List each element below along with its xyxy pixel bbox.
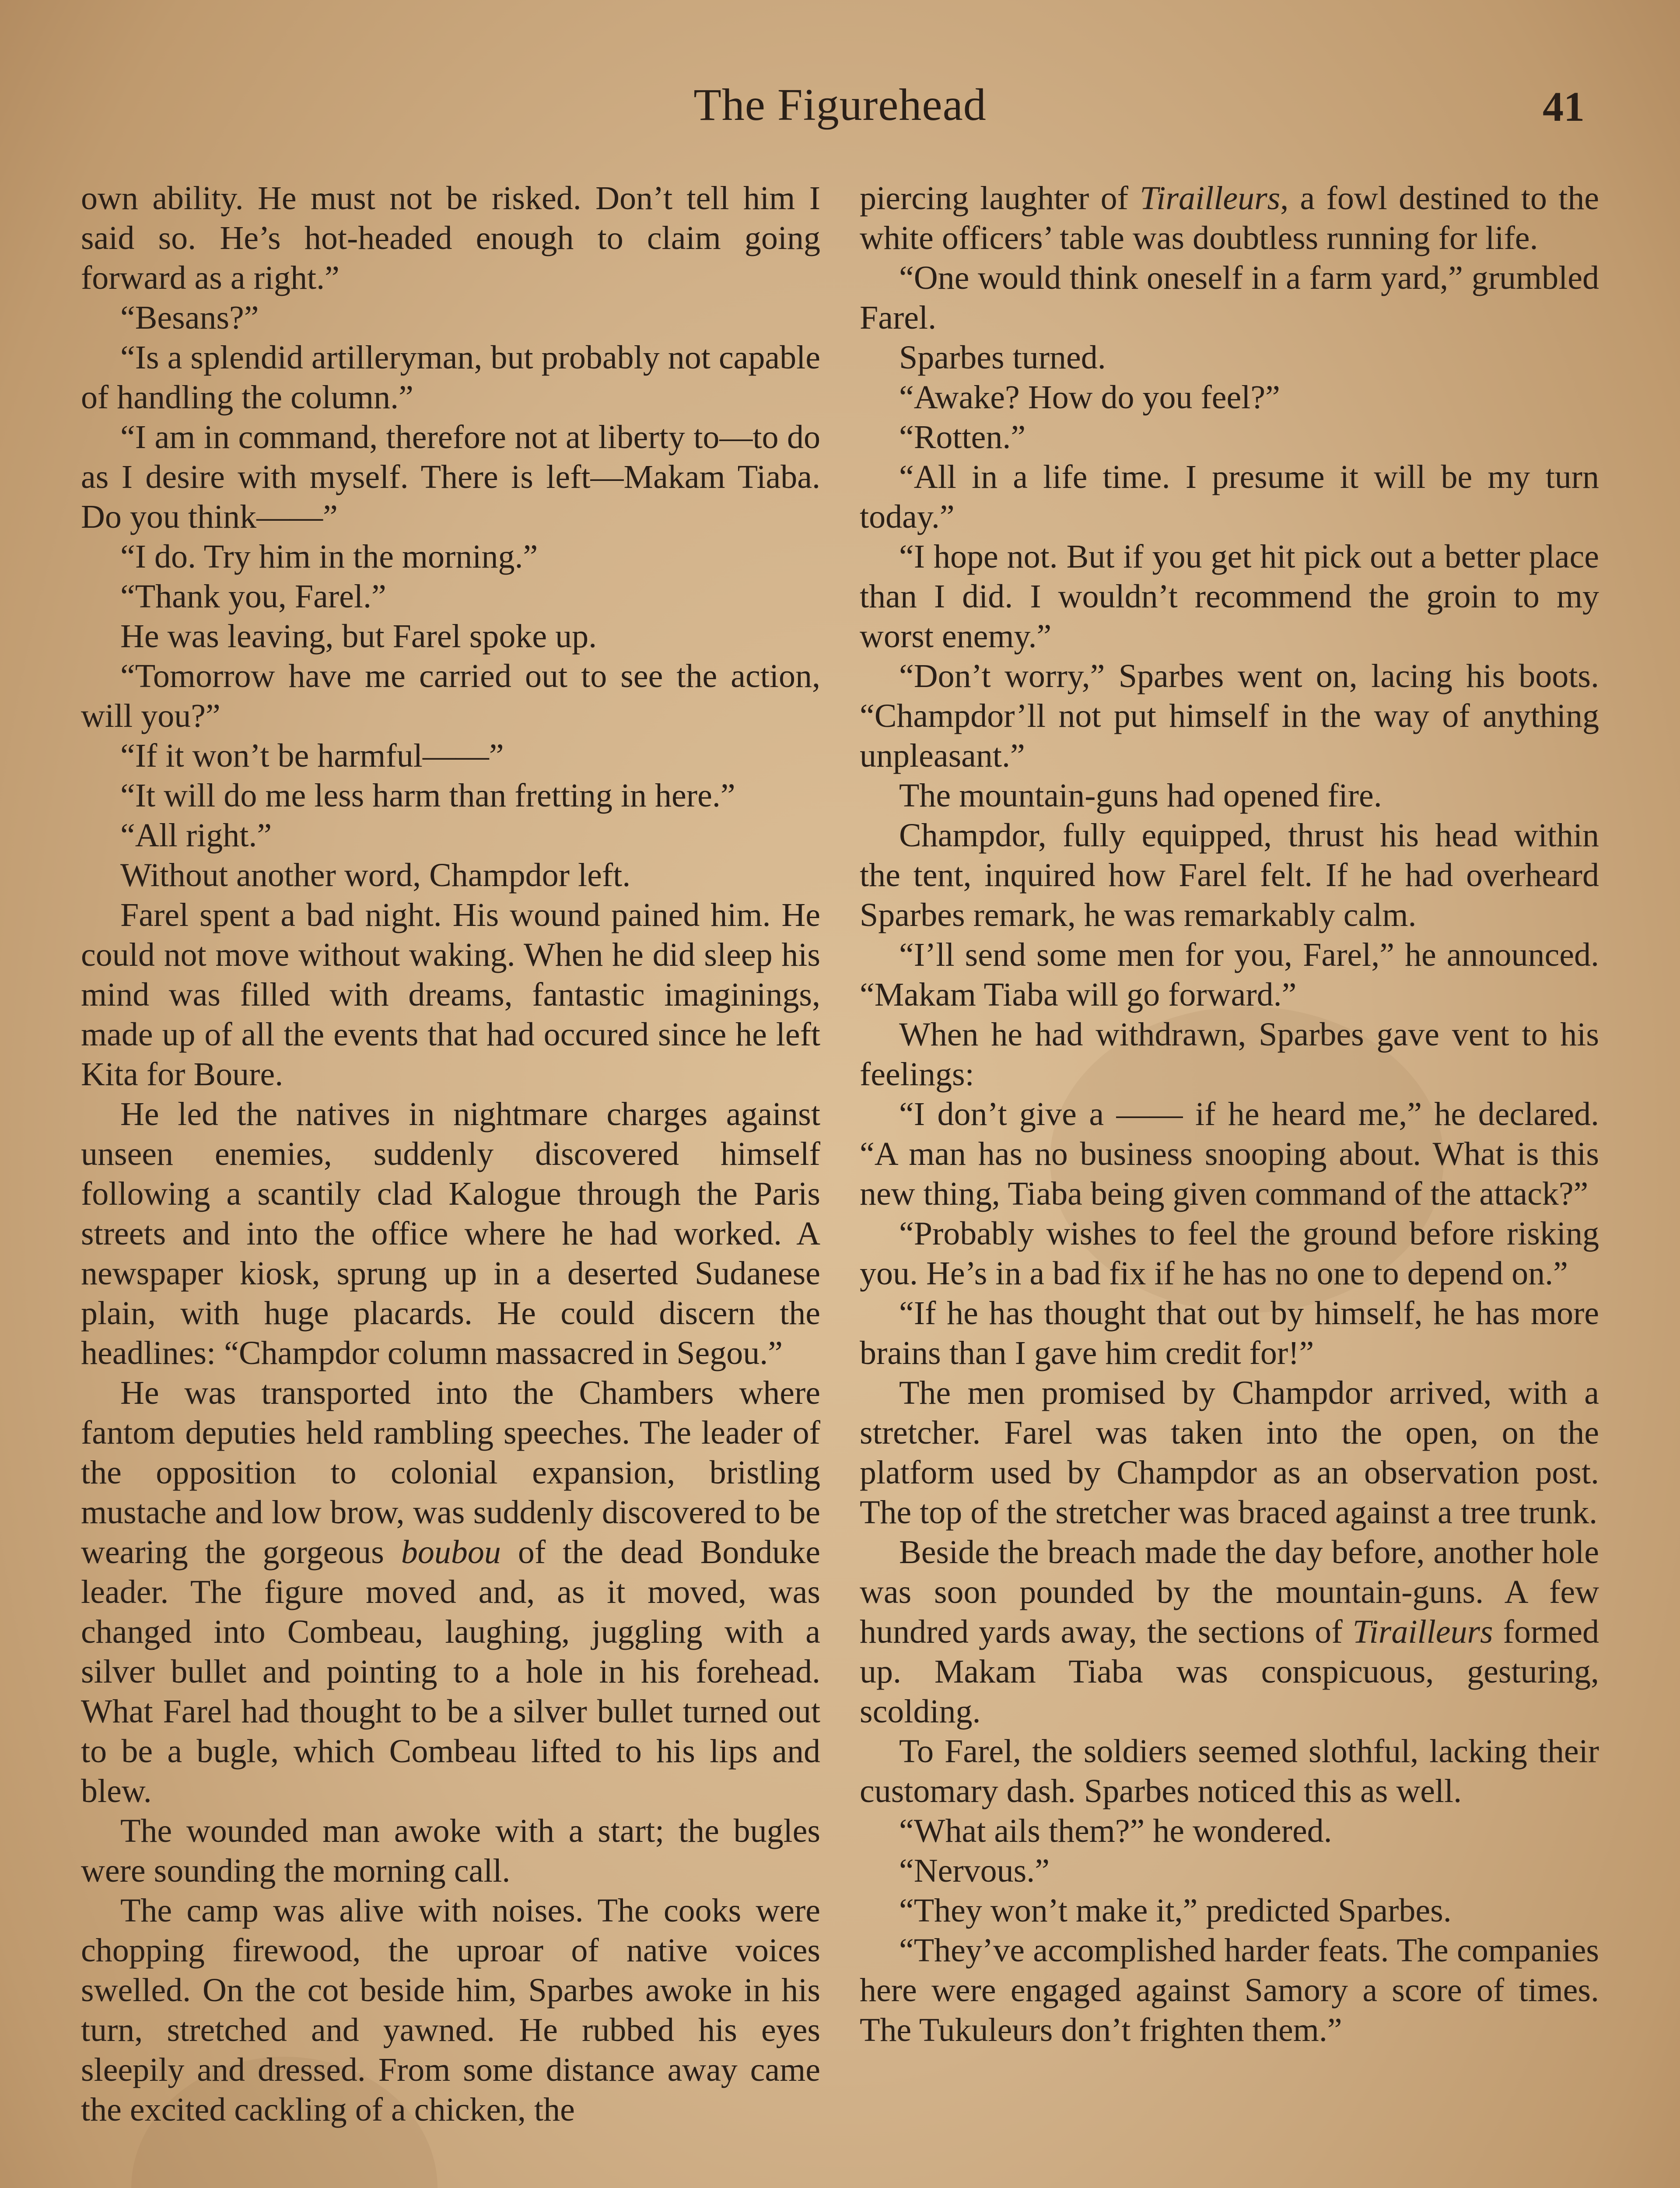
paragraph: Without another word, Champdor left. bbox=[120, 857, 631, 894]
paragraph: own ability. He must not be risked. Don’t tell him I said so. He’s hot-headed enough to claim going forward as a right.” bbox=[81, 180, 820, 296]
paragraph: “Is a splendid artilleryman, but probably not capable of handling the column.” bbox=[81, 339, 820, 416]
page-header bbox=[0, 74, 1680, 140]
paragraph-text: He was transported into the Chambers where fantom deputies held rambling speeches. The leader of the opposition to colonial expansion, bristling mustache and low brow, was suddenly discovered to be wearing the gorgeous bbox=[81, 1375, 820, 1571]
paragraph: “Rotten.” bbox=[899, 419, 1026, 456]
page-number: 41 bbox=[1543, 83, 1585, 130]
paragraph-text: Beside the breach made the day before, another hole was soon pounded by the mountain-guns. A few hundred yards away, the sections of bbox=[860, 1534, 1599, 1650]
paragraph: “If it won’t be harmful——” bbox=[120, 737, 504, 774]
right-column bbox=[860, 179, 1599, 2188]
paragraph: “Don’t worry,” Sparbes went on, lacing his boots. “Champdor’ll not put himself in the way of anything unpleasant.” bbox=[860, 658, 1599, 774]
paragraph-text: formed up. Makam Tiaba was conspicuous, gesturing, scolding. bbox=[860, 1613, 1599, 1730]
paragraph: The camp was alive with noises. The cooks were chopping firewood, the uproar of native voices swelled. On the cot beside him, Sparbes awoke in his turn, stretched and yawned. He rubbed his eyes sleepily and dressed. From some distance away came the excited cackling of a chicken, the bbox=[81, 1892, 820, 2128]
paragraph: He was leaving, but Farel spoke up. bbox=[120, 618, 597, 655]
paragraph: When he had withdrawn, Sparbes gave vent to his feelings: bbox=[860, 1016, 1599, 1093]
paragraph: Sparbes turned. bbox=[899, 339, 1106, 376]
paragraph: “Nervous.” bbox=[899, 1852, 1050, 1889]
paragraph-text: of the dead Bonduke leader. The figure moved and, as it moved, was changed into Combeau, laughing, juggling with a silver bullet and pointing to a hole in his forehead. What Farel had thought to be a silver bullet turned out to be a bugle, which Combeau lifted to his lips and blew. bbox=[81, 1534, 820, 1809]
paragraph: “Probably wishes to feel the ground before risking you. He’s in a bad fix if he has no one to depend on.” bbox=[860, 1215, 1599, 1292]
paragraph: “One would think oneself in a farm yard,” grumbled Farel. bbox=[860, 259, 1599, 336]
paragraph bbox=[860, 179, 1599, 258]
paragraph: “It will do me less harm than fretting in here.” bbox=[120, 777, 735, 814]
paragraph-text: piercing laughter of bbox=[860, 180, 1140, 217]
paragraph: “What ails them?” he wondered. bbox=[899, 1813, 1332, 1849]
paragraph: “I’ll send some men for you, Farel,” he announced. “Makam Tiaba will go forward.” bbox=[860, 936, 1599, 1013]
left-column bbox=[81, 179, 820, 2188]
paragraph: “All in a life time. I presume it will be my turn today.” bbox=[860, 459, 1599, 535]
paragraph: “I don’t give a —— if he heard me,” he declared. “A man has no business snooping about. What is this new thing, Tiaba being given command of the attack?” bbox=[860, 1096, 1599, 1212]
running-head: The Figurehead bbox=[693, 80, 987, 130]
paragraph: “All right.” bbox=[120, 817, 272, 854]
paragraph: The mountain-guns had opened fire. bbox=[899, 777, 1382, 814]
paragraph: “Besans?” bbox=[120, 299, 259, 336]
italic-term: boubou bbox=[401, 1534, 501, 1571]
paragraph: Farel spent a bad night. His wound pained him. He could not move without waking. When he did sleep his mind was filled with dreams, fantastic imaginings, made up of all the events that had occured since he left Kita for Boure. bbox=[81, 897, 820, 1093]
paragraph: “They’ve accomplished harder feats. The companies here were engaged against Samory a score of times. The Tukuleurs don’t frighten them.” bbox=[860, 1932, 1599, 2048]
italic-term: Tirailleurs bbox=[1352, 1613, 1493, 1650]
paragraph: “I do. Try him in the morning.” bbox=[120, 538, 538, 575]
paragraph: “I hope not. But if you get hit pick out a better place than I did. I wouldn’t recommend the groin to my worst enemy.” bbox=[860, 538, 1599, 655]
paragraph: He led the natives in nightmare charges against unseen enemies, suddenly discovered himself following a scantily clad Kalogue through the Paris streets and into the office where he had worked. A newspaper kiosk, sprung up in a deserted Sudanese plain, with huge placards. He could discern the headlines: “Champdor column massacred in Segou.” bbox=[81, 1096, 820, 1371]
paragraph-text: , a fowl destined to the white officers’ table was doubtless running for life. bbox=[860, 180, 1599, 256]
paragraph: “Thank you, Farel.” bbox=[120, 578, 386, 615]
paragraph: The men promised by Champdor arrived, with a stretcher. Farel was taken into the open, on the platform used by Champdor as an observation post. The top of the stretcher was braced against a tree trunk. bbox=[860, 1375, 1599, 1531]
paragraph: The wounded man awoke with a start; the bugles were sounding the morning call. bbox=[81, 1813, 820, 1889]
italic-term: Tirailleurs bbox=[1140, 180, 1281, 217]
paragraph: “I am in command, therefore not at liberty to—to do as I desire with myself. There is left—Makam Tiaba. Do you think——” bbox=[81, 419, 820, 535]
paragraph: “If he has thought that out by himself, he has more brains than I gave him credit for!” bbox=[860, 1295, 1599, 1371]
paragraph: Champdor, fully equipped, thrust his head within the tent, inquired how Farel felt. If he had overheard Sparbes remark, he was remarkably calm. bbox=[860, 817, 1599, 933]
paragraph: “Awake? How do you feel?” bbox=[899, 379, 1280, 416]
paragraph: To Farel, the soldiers seemed slothful, lacking their customary dash. Sparbes noticed this as well. bbox=[860, 1733, 1599, 1809]
paragraph: “They won’t make it,” predicted Sparbes. bbox=[899, 1892, 1452, 1929]
text-columns bbox=[81, 179, 1599, 2188]
paragraph bbox=[860, 1532, 1599, 1732]
paragraph bbox=[81, 1373, 820, 1811]
paragraph: “Tomorrow have me carried out to see the action, will you?” bbox=[81, 658, 820, 734]
